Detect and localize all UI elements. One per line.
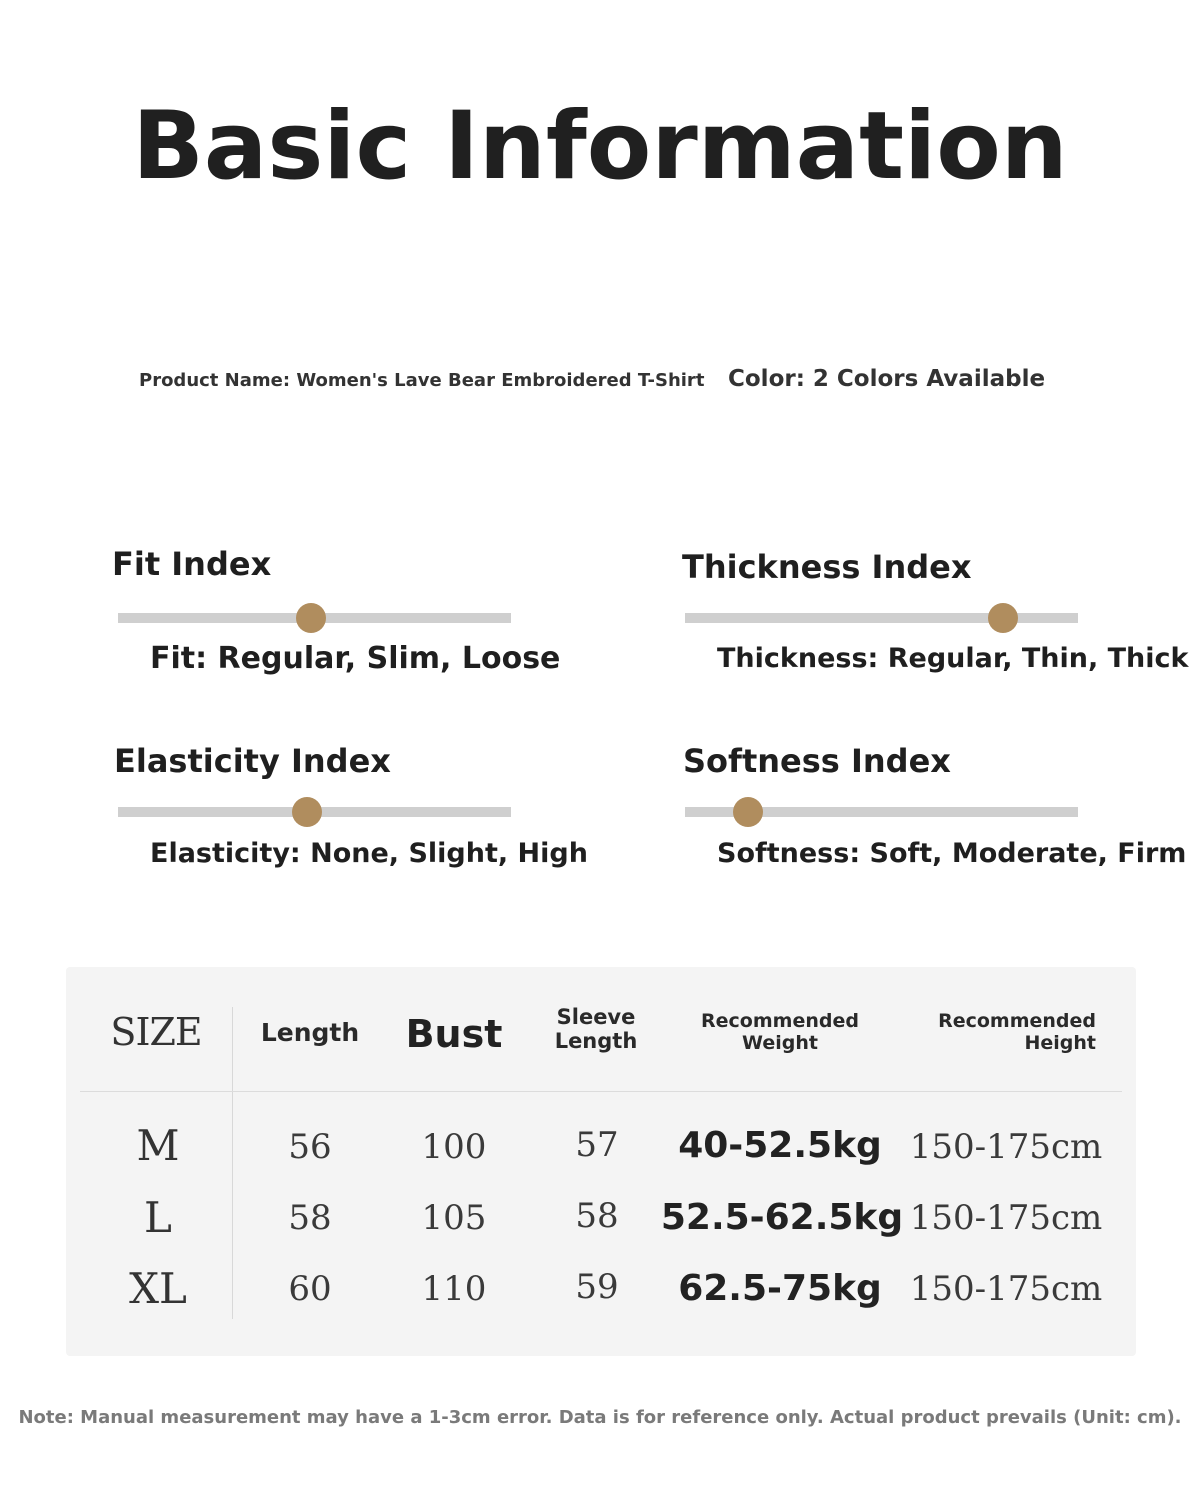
- cell-bust: 105: [421, 1198, 487, 1238]
- cell-bust: 100: [421, 1127, 487, 1167]
- header-height-line1: Recommended: [938, 1010, 1096, 1032]
- elasticity-index-title: Elasticity Index: [114, 742, 391, 780]
- header-weight-line1: Recommended: [701, 1010, 859, 1032]
- cell-bust: 110: [421, 1269, 487, 1309]
- header-size: SIZE: [110, 1010, 202, 1054]
- thickness-index-title: Thickness Index: [682, 548, 972, 586]
- elasticity-index-marker: [292, 797, 322, 827]
- fit-index-marker: [296, 603, 326, 633]
- thickness-index-track: [685, 613, 1078, 623]
- header-recommended-weight: [680, 1011, 880, 1055]
- softness-index-desc: Softness: Soft, Moderate, Firm: [717, 838, 1187, 869]
- header-sleeve-line2: Length: [554, 1029, 638, 1054]
- header-sleeve-line1: Sleeve: [556, 1005, 636, 1029]
- elasticity-index-track: [118, 807, 511, 817]
- product-name: Product Name: Women's Lave Bear Embroidered T-Shirt: [139, 370, 705, 391]
- measurement-note: Note: Manual measurement may have a 1-3cm error. Data is for reference only. Actual product prevails (Unit: cm).: [18, 1407, 1182, 1428]
- cell-length: 60: [288, 1269, 332, 1309]
- softness-index-marker: [733, 797, 763, 827]
- cell-height: 150-175cm: [909, 1269, 1103, 1309]
- cell-sleeve: 58: [575, 1196, 619, 1236]
- cell-sleeve: 59: [575, 1267, 619, 1307]
- cell-length: 56: [288, 1127, 332, 1167]
- softness-index-track: [685, 807, 1078, 817]
- cell-weight: 52.5-62.5kg: [660, 1197, 904, 1238]
- header-height-line2: Height: [1024, 1031, 1096, 1054]
- thickness-index-marker: [988, 603, 1018, 633]
- cell-weight: 62.5-75kg: [678, 1268, 882, 1309]
- header-recommended-height: [906, 1011, 1096, 1055]
- cell-length: 58: [288, 1198, 332, 1238]
- header-weight-line2: Weight: [742, 1031, 818, 1054]
- page-title: Basic Information: [132, 92, 1068, 201]
- cell-size: M: [136, 1121, 180, 1170]
- cell-size: XL: [129, 1264, 187, 1313]
- header-divider: [80, 1091, 1122, 1092]
- fit-index-desc: Fit: Regular, Slim, Loose: [150, 641, 561, 676]
- size-chart: [66, 967, 1136, 1356]
- color-info: Color: 2 Colors Available: [728, 366, 1046, 392]
- cell-sleeve: 57: [575, 1125, 619, 1165]
- cell-height: 150-175cm: [909, 1198, 1103, 1238]
- header-length: Length: [260, 1018, 360, 1047]
- cell-weight: 40-52.5kg: [678, 1125, 882, 1166]
- elasticity-index-desc: Elasticity: None, Slight, High: [150, 838, 588, 869]
- fit-index-title: Fit Index: [112, 545, 272, 583]
- cell-size: L: [144, 1193, 172, 1242]
- fit-index-track: [118, 613, 511, 623]
- header-sleeve-length: [526, 1005, 666, 1053]
- header-bust: Bust: [405, 1012, 503, 1056]
- thickness-index-desc: Thickness: Regular, Thin, Thick: [717, 643, 1189, 674]
- softness-index-title: Softness Index: [683, 742, 951, 780]
- cell-height: 150-175cm: [909, 1127, 1103, 1167]
